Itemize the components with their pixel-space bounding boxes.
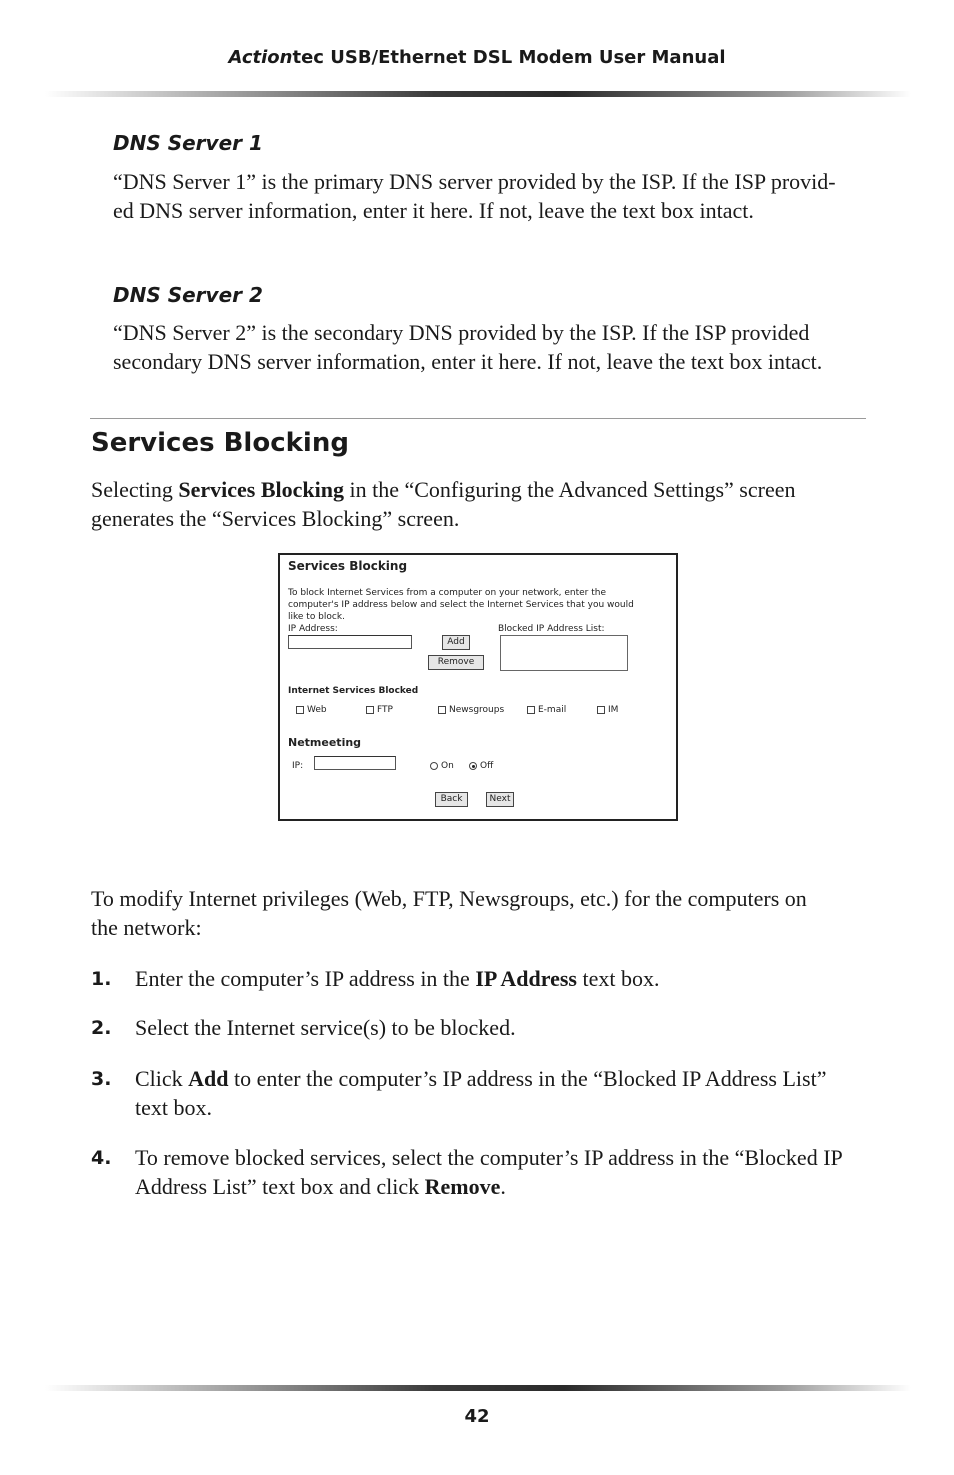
ui-desc-line2: computer's IP address below and select the Internet Services that you would — [288, 600, 634, 610]
step-4-pre: Address List” text box and click — [135, 1174, 425, 1199]
step-2-text: Select the Internet service(s) to be blocked. — [135, 1015, 516, 1040]
checkbox-icon[interactable] — [366, 706, 374, 714]
ui-service-ftp-label: FTP — [377, 705, 393, 715]
modify-line1: To modify Internet privileges (Web, FTP, Newsgroups, etc.) for the computers on — [91, 886, 807, 911]
ui-remove-button[interactable]: Remove — [428, 655, 484, 670]
ui-add-button[interactable]: Add — [442, 635, 470, 650]
modify-paragraph — [91, 884, 871, 942]
ui-blocked-list-label: Blocked IP Address List: — [498, 624, 605, 634]
dns2-line2: secondary DNS server information, enter it here. If not, leave the text box intact. — [113, 349, 823, 374]
step-4-line1: To remove blocked services, select the computer’s IP address in the “Blocked IP — [135, 1145, 843, 1170]
step-3-post: to enter the computer’s IP address in the “Blocked IP Address List” — [228, 1066, 827, 1091]
step-1-bold: IP Address — [475, 966, 577, 991]
ui-title: Services Blocking — [288, 559, 408, 573]
header-rule — [45, 91, 911, 97]
step-3-pre: Click — [135, 1066, 189, 1091]
ui-desc-line1: To block Internet Services from a computer on your network, enter the — [288, 588, 607, 598]
ui-ip-input[interactable] — [288, 635, 412, 649]
dns1-line2: ed DNS server information, enter it here. If not, leave the text box intact. — [113, 198, 754, 223]
ui-service-email[interactable] — [527, 705, 566, 715]
ui-ip-label: IP Address: — [288, 624, 338, 634]
intro-pre: Selecting — [91, 477, 179, 502]
step-1-pre: Enter the computer’s IP address in the — [135, 966, 476, 991]
ui-service-email-label: E-mail — [538, 705, 567, 715]
services-blocking-screenshot — [278, 553, 678, 821]
intro-bold: Services Blocking — [178, 477, 344, 502]
ui-desc-line3: like to block. — [288, 612, 345, 622]
ui-service-newsgroups-label: Newsgroups — [449, 705, 505, 715]
ui-service-web[interactable] — [296, 705, 327, 715]
ui-blocked-list[interactable] — [500, 635, 628, 671]
step-1-number: 1. — [91, 968, 112, 990]
ui-nm-off[interactable] — [469, 761, 493, 771]
checkbox-icon[interactable] — [597, 706, 605, 714]
checkbox-icon[interactable] — [296, 706, 304, 714]
step-4-number: 4. — [91, 1147, 112, 1169]
step-3-line2: text box. — [135, 1095, 212, 1120]
page-number: 42 — [464, 1406, 490, 1427]
dns2-heading: DNS Server 2 — [113, 283, 263, 307]
services-intro-line1 — [91, 475, 871, 504]
ui-nm-on[interactable] — [430, 761, 454, 771]
radio-selected-icon[interactable] — [469, 762, 477, 770]
dns2-paragraph — [113, 318, 873, 376]
step-3-number: 3. — [91, 1068, 112, 1090]
ui-service-im-label: IM — [608, 705, 619, 715]
step-4-text — [135, 1143, 870, 1201]
services-intro-line2: generates the “Services Blocking” screen. — [91, 506, 460, 531]
ui-nm-on-label: On — [441, 761, 454, 771]
dns1-heading: DNS Server 1 — [113, 131, 263, 155]
step-4-bold: Remove — [424, 1174, 501, 1199]
radio-icon[interactable] — [430, 762, 438, 770]
ui-nm-ip-input[interactable] — [314, 756, 396, 770]
checkbox-icon[interactable] — [527, 706, 535, 714]
ui-internet-services-label: Internet Services Blocked — [288, 686, 419, 696]
dns1-paragraph — [113, 167, 873, 225]
step-1-text — [135, 964, 870, 993]
footer-rule — [45, 1385, 911, 1391]
ui-service-im[interactable] — [597, 705, 618, 715]
ui-nm-ip-label: IP: — [292, 761, 304, 771]
header-title-italic: Action — [228, 47, 293, 68]
modify-line2: the network: — [91, 915, 202, 940]
step-4-post: . — [500, 1174, 506, 1199]
running-header — [0, 47, 954, 68]
step-2-number: 2. — [91, 1017, 112, 1039]
step-4-line2 — [135, 1172, 870, 1201]
section-rule — [90, 418, 866, 419]
header-title-rest: tec USB/Ethernet DSL Modem User Manual — [292, 47, 726, 68]
ui-back-button[interactable]: Back — [435, 792, 468, 807]
step-3-line1 — [135, 1064, 870, 1093]
dns2-line1: “DNS Server 2” is the secondary DNS provided by the ISP. If the ISP provided — [113, 320, 810, 345]
services-heading: Services Blocking — [91, 428, 349, 458]
ui-netmeeting-label: Netmeeting — [288, 736, 362, 749]
intro-post: in the “Configuring the Advanced Settings” screen — [343, 477, 796, 502]
step-3-bold: Add — [188, 1066, 229, 1091]
ui-nm-off-label: Off — [480, 761, 494, 771]
ui-service-ftp[interactable] — [366, 705, 393, 715]
dns1-line1: “DNS Server 1” is the primary DNS server provided by the ISP. If the ISP provid- — [113, 169, 836, 194]
step-1-post: text box. — [577, 966, 660, 991]
ui-service-web-label: Web — [307, 705, 327, 715]
ui-service-newsgroups[interactable] — [438, 705, 504, 715]
ui-next-button[interactable]: Next — [486, 792, 514, 807]
step-3-text — [135, 1064, 870, 1122]
services-intro — [91, 475, 871, 533]
checkbox-icon[interactable] — [438, 706, 446, 714]
ui-description — [288, 587, 668, 623]
